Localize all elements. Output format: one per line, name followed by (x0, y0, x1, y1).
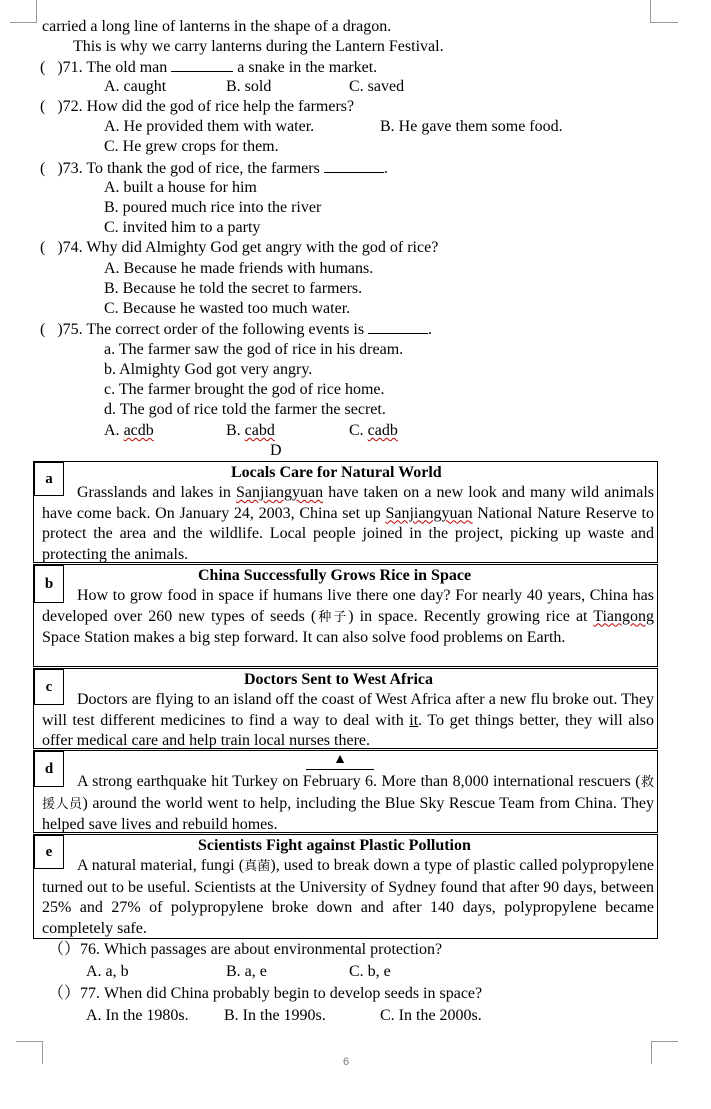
option-word: cabd (244, 422, 275, 439)
text-run: ) in space. Recently growing rice at (348, 607, 594, 625)
answer-paren: ( (40, 160, 46, 177)
passage-d-box (33, 750, 658, 833)
question-71-stem-end: a snake in the market. (237, 59, 378, 76)
passage-title: China Successfully Grows Rice in Space (198, 567, 472, 584)
option-72-a: A. He provided them with water. (104, 118, 315, 135)
crop-mark-bottom-right (651, 1041, 678, 1064)
text-run: Grasslands and lakes in (77, 484, 237, 501)
passage-title: Doctors Sent to West Africa (244, 671, 433, 688)
question-73-period: . (383, 160, 388, 177)
text-run: Space Station makes a big step forward. It can also solve food problems on Earth. (42, 629, 566, 646)
answer-paren: ( (40, 98, 46, 115)
question-71-stem: )71. The old man (57, 59, 168, 76)
question-72 (40, 97, 354, 117)
passage-e-box (33, 834, 658, 939)
passage-letter: d (34, 751, 64, 787)
event-a: a. The farmer saw the god of rice in his dream. (104, 341, 404, 358)
answer-blank (171, 57, 233, 72)
passage-title-blank: ▲ (306, 751, 374, 770)
passage-letter: a (34, 462, 64, 496)
answer-paren: ( (40, 59, 46, 76)
option-75-a (104, 421, 154, 441)
option-74-c: C. Because he wasted too much water. (104, 300, 351, 317)
option-prefix: B. (226, 422, 245, 439)
passage-text (42, 856, 654, 939)
question-73 (40, 158, 388, 179)
passage-text (42, 483, 654, 565)
place-name: Sanjiangyuan (236, 484, 324, 501)
option-74-a: A. Because he made friends with humans. (104, 260, 374, 277)
option-73-a: A. built a house for him (104, 179, 257, 196)
question-76: （）76. Which passages are about environmental protection? (48, 941, 443, 958)
passage-c-box (33, 668, 658, 749)
section-heading: D (270, 442, 282, 459)
text-run: . To get things better, they will also offer medical care and help train local nurses there. (42, 711, 655, 749)
passage-text (42, 772, 654, 836)
passage-text (42, 586, 654, 649)
passage-b-box (33, 564, 658, 667)
option-71-c: C. saved (349, 78, 405, 95)
question-75-stem: )75. The correct order of the following events is (57, 321, 365, 338)
passage-letter: e (34, 835, 64, 869)
question-75 (40, 319, 432, 340)
crop-mark-bottom-left (16, 1041, 43, 1064)
question-75-period: . (428, 321, 433, 338)
answer-paren: ( (40, 239, 46, 256)
text-run: ) around the world went to help, including the Blue Sky Rescue Team from China. They helped save lives and rebuild homes. (42, 794, 654, 833)
text-run: ), used to break down a type of plastic called polypropylene turned out to be useful. Scientists at the University of Sydney found that after 90 days, between 25% and 27% of polypropylene broke down and after 140 days, polypropylene became completely safe. (42, 857, 654, 937)
option-73-c: C. invited him to a party (104, 219, 261, 236)
option-prefix: A. (104, 422, 124, 439)
passage-title: Scientists Fight against Plastic Pollution (198, 837, 471, 854)
intro-line-2: This is why we carry lanterns during the Lantern Festival. (73, 38, 444, 55)
event-b: b. Almighty God got very angry. (104, 361, 313, 378)
option-75-b (226, 421, 275, 441)
answer-blank (368, 319, 428, 334)
question-74-stem: )74. Why did Almighty God get angry with the god of rice? (57, 239, 439, 256)
answer-paren: ( (40, 321, 46, 338)
text-run: How to grow food in space if humans live there one day? For nearly 40 years, China has developed over 260 new types of seeds ( (42, 587, 654, 625)
option-76-b: B. a, e (226, 963, 267, 980)
option-77-a: A. In the 1980s. (86, 1007, 189, 1024)
passage-title: Locals Care for Natural World (231, 464, 442, 481)
option-word: acdb (123, 422, 154, 439)
page-number: 6 (343, 1056, 350, 1068)
passage-a-box (33, 461, 658, 563)
option-76-a: A. a, b (86, 963, 129, 980)
option-71-a: A. caught (104, 78, 167, 95)
chinese-gloss: 真菌 (244, 859, 271, 874)
passage-letter: b (34, 565, 64, 603)
option-73-b: B. poured much rice into the river (104, 199, 322, 216)
option-75-c (349, 421, 398, 441)
place-name: Sanjiangyuan (385, 504, 473, 522)
option-77-c: C. In the 2000s. (380, 1007, 482, 1024)
option-71-b: B. sold (226, 78, 272, 95)
chinese-gloss: 种子 (316, 609, 349, 625)
place-name: Tiangong (593, 607, 654, 625)
passage-text (42, 690, 654, 752)
chinese-gloss: 救援人员 (42, 775, 654, 812)
option-77-b: B. In the 1990s. (224, 1007, 326, 1024)
option-76-c: C. b, e (349, 963, 391, 980)
text-run: A strong earthquake hit Turkey on February 6. More than 8,000 international rescuers ( (77, 773, 641, 790)
text-run: Doctors are flying to an island off the coast of West Africa after a new flu broke out. They will test different medicines to find a way to deal with (42, 691, 654, 729)
question-77: （）77. When did China probably begin to develop seeds in space? (48, 985, 483, 1002)
event-c: c. The farmer brought the god of rice home. (104, 381, 385, 398)
question-71 (40, 57, 377, 78)
question-74 (40, 238, 438, 258)
crop-mark-top-right (650, 0, 678, 23)
answer-blank (324, 158, 384, 173)
text-run: have taken on a new look and many wild animals have come back. On January 24, 2003, China set up (42, 484, 654, 522)
question-72-stem: )72. How did the god of rice help the farmers? (57, 98, 355, 115)
text-run: A natural material, fungi ( (77, 857, 245, 874)
option-72-c: C. He grew crops for them. (104, 138, 279, 155)
option-72-b: B. He gave them some food. (380, 118, 563, 135)
option-prefix: C. (349, 422, 368, 439)
crop-mark-top-left (10, 0, 37, 23)
event-d: d. The god of rice told the farmer the secret. (104, 401, 386, 418)
option-74-b: B. Because he told the secret to farmers. (104, 280, 363, 297)
option-word: cadb (367, 422, 398, 439)
text-run: National Nature Reserve to protect the area and the wildlife. Local people joined in the project, picking up waste and protecting the animals. (42, 504, 655, 563)
underlined-word: it (409, 711, 419, 729)
intro-line-1: carried a long line of lanterns in the shape of a dragon. (42, 18, 392, 35)
passage-letter: c (34, 669, 64, 705)
question-73-stem: )73. To thank the god of rice, the farmers (57, 160, 320, 177)
